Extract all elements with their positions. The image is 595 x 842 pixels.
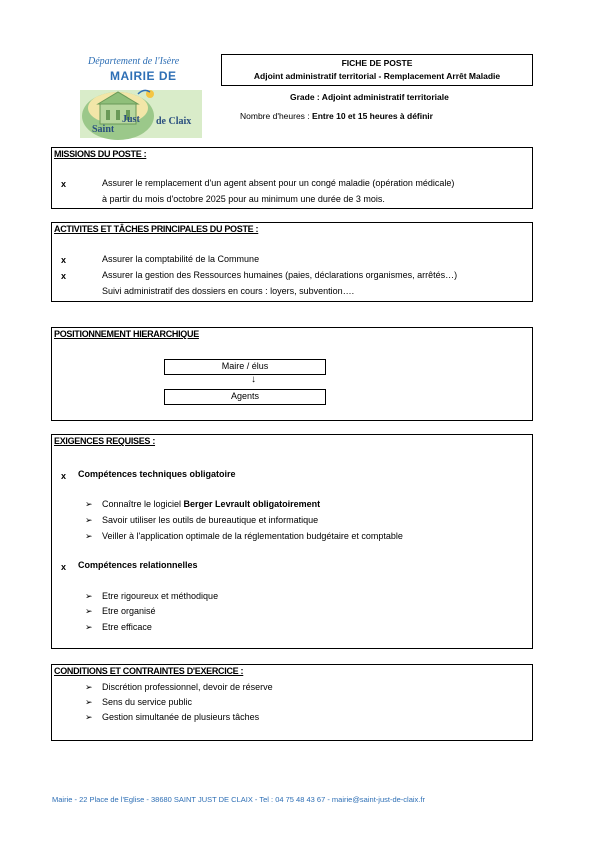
logo-text-saint: Saint xyxy=(92,124,115,135)
exigences-g2-arrow-2: ➢ xyxy=(85,606,93,616)
exigences-group2-title: Compétences relationnelles xyxy=(78,560,198,570)
conditions-item-2: Sens du service public xyxy=(102,697,193,707)
exigences-g1-item-1-bold: Berger Levrault obligatoirement xyxy=(183,499,321,509)
exigences-g2-item-2: Etre organisé xyxy=(102,606,156,616)
activites-item-1: Assurer la comptabilité de la Commune xyxy=(102,254,260,264)
fiche-subtitle: Adjoint administratif territorial - Remplacement Arrêt Maladie xyxy=(253,71,501,81)
conditions-arrow-2: ➢ xyxy=(85,697,93,707)
exigences-g1-arrow-3: ➢ xyxy=(85,531,93,541)
footer-address: Mairie - 22 Place de l'Eglise - 38680 SAINT JUST DE CLAIX - Tel : 04 75 48 43 67 - mairie@saint-just-de-claix.fr xyxy=(52,795,425,804)
exigences-g2-item-1: Etre rigoureux et méthodique xyxy=(102,591,219,601)
conditions-item-3: Gestion simultanée de plusieurs tâches xyxy=(102,712,260,722)
exigences-g1-item-3: Veiller à l'application optimale de la réglementation budgétaire et comptable xyxy=(102,531,403,541)
activites-title: ACTIVITES ET TÂCHES PRINCIPALES DU POSTE : xyxy=(54,224,259,234)
exigences-g1-item-1 xyxy=(102,498,320,510)
grade-line: Grade : Adjoint administratif territoriale xyxy=(290,92,449,102)
mairie-label: MAIRIE DE xyxy=(110,69,177,83)
activites-bullet-1: x xyxy=(61,255,67,265)
conditions-title: CONDITIONS ET CONTRAINTES D'EXERCICE : xyxy=(54,666,244,676)
exigences-g1-item-1-text: Connaître le logiciel xyxy=(102,499,184,509)
heures-line xyxy=(240,110,433,122)
conditions-section xyxy=(51,664,533,741)
missions-section xyxy=(51,147,533,209)
conditions-item-1: Discrétion professionnel, devoir de réserve xyxy=(102,682,273,692)
activites-item-2: Assurer la gestion des Ressources humaines (paies, déclarations organismes, arrêtés…) xyxy=(102,270,458,280)
positionnement-section xyxy=(51,327,533,421)
exigences-g2-arrow-3: ➢ xyxy=(85,622,93,632)
heures-value: Entre 10 et 15 heures à définir xyxy=(312,111,433,121)
org-box-agents: Agents xyxy=(164,389,326,405)
conditions-arrow-1: ➢ xyxy=(85,682,93,692)
exigences-group1-title: Compétences techniques obligatoire xyxy=(78,469,236,479)
exigences-g1-arrow-1: ➢ xyxy=(85,499,93,509)
activites-section xyxy=(51,222,533,302)
org-box-maire: Maire / élus xyxy=(164,359,326,375)
activites-item-3: Suivi administratif des dossiers en cours : loyers, subvention…. xyxy=(102,286,355,296)
exigences-group2-bullet: x xyxy=(61,562,67,572)
exigences-g2-item-3: Etre efficace xyxy=(102,622,152,632)
fiche-title: FICHE DE POSTE xyxy=(341,58,413,68)
fiche-title-box xyxy=(221,54,533,86)
org-arrow-icon: ↓ xyxy=(251,374,256,385)
activites-bullet-2: x xyxy=(61,271,67,281)
exigences-title: EXIGENCES REQUISES : xyxy=(54,436,156,446)
conditions-arrow-3: ➢ xyxy=(85,712,93,722)
logo-text-de-claix: de Claix xyxy=(156,116,192,127)
exigences-g2-arrow-1: ➢ xyxy=(85,591,93,601)
exigences-group1-bullet: x xyxy=(61,471,67,481)
exigences-g1-item-2: Savoir utiliser les outils de bureautique et informatique xyxy=(102,515,319,525)
exigences-section xyxy=(51,434,533,649)
department-label: Département de l'Isère xyxy=(88,56,180,67)
missions-bullet: x xyxy=(61,179,67,189)
town-logo xyxy=(78,86,204,142)
missions-line-2: à partir du mois d'octobre 2025 pour au minimum une durée de 3 mois. xyxy=(102,194,385,204)
positionnement-title: POSITIONNEMENT HIERARCHIQUE xyxy=(54,329,199,339)
heures-label: Nombre d'heures : xyxy=(240,111,313,121)
exigences-g1-arrow-2: ➢ xyxy=(85,515,93,525)
missions-title: MISSIONS DU POSTE : xyxy=(54,149,147,159)
missions-line-1: Assurer le remplacement d'un agent absent pour un congé maladie (opération médicale) xyxy=(102,178,455,188)
logo-text-just: Just xyxy=(122,114,140,125)
